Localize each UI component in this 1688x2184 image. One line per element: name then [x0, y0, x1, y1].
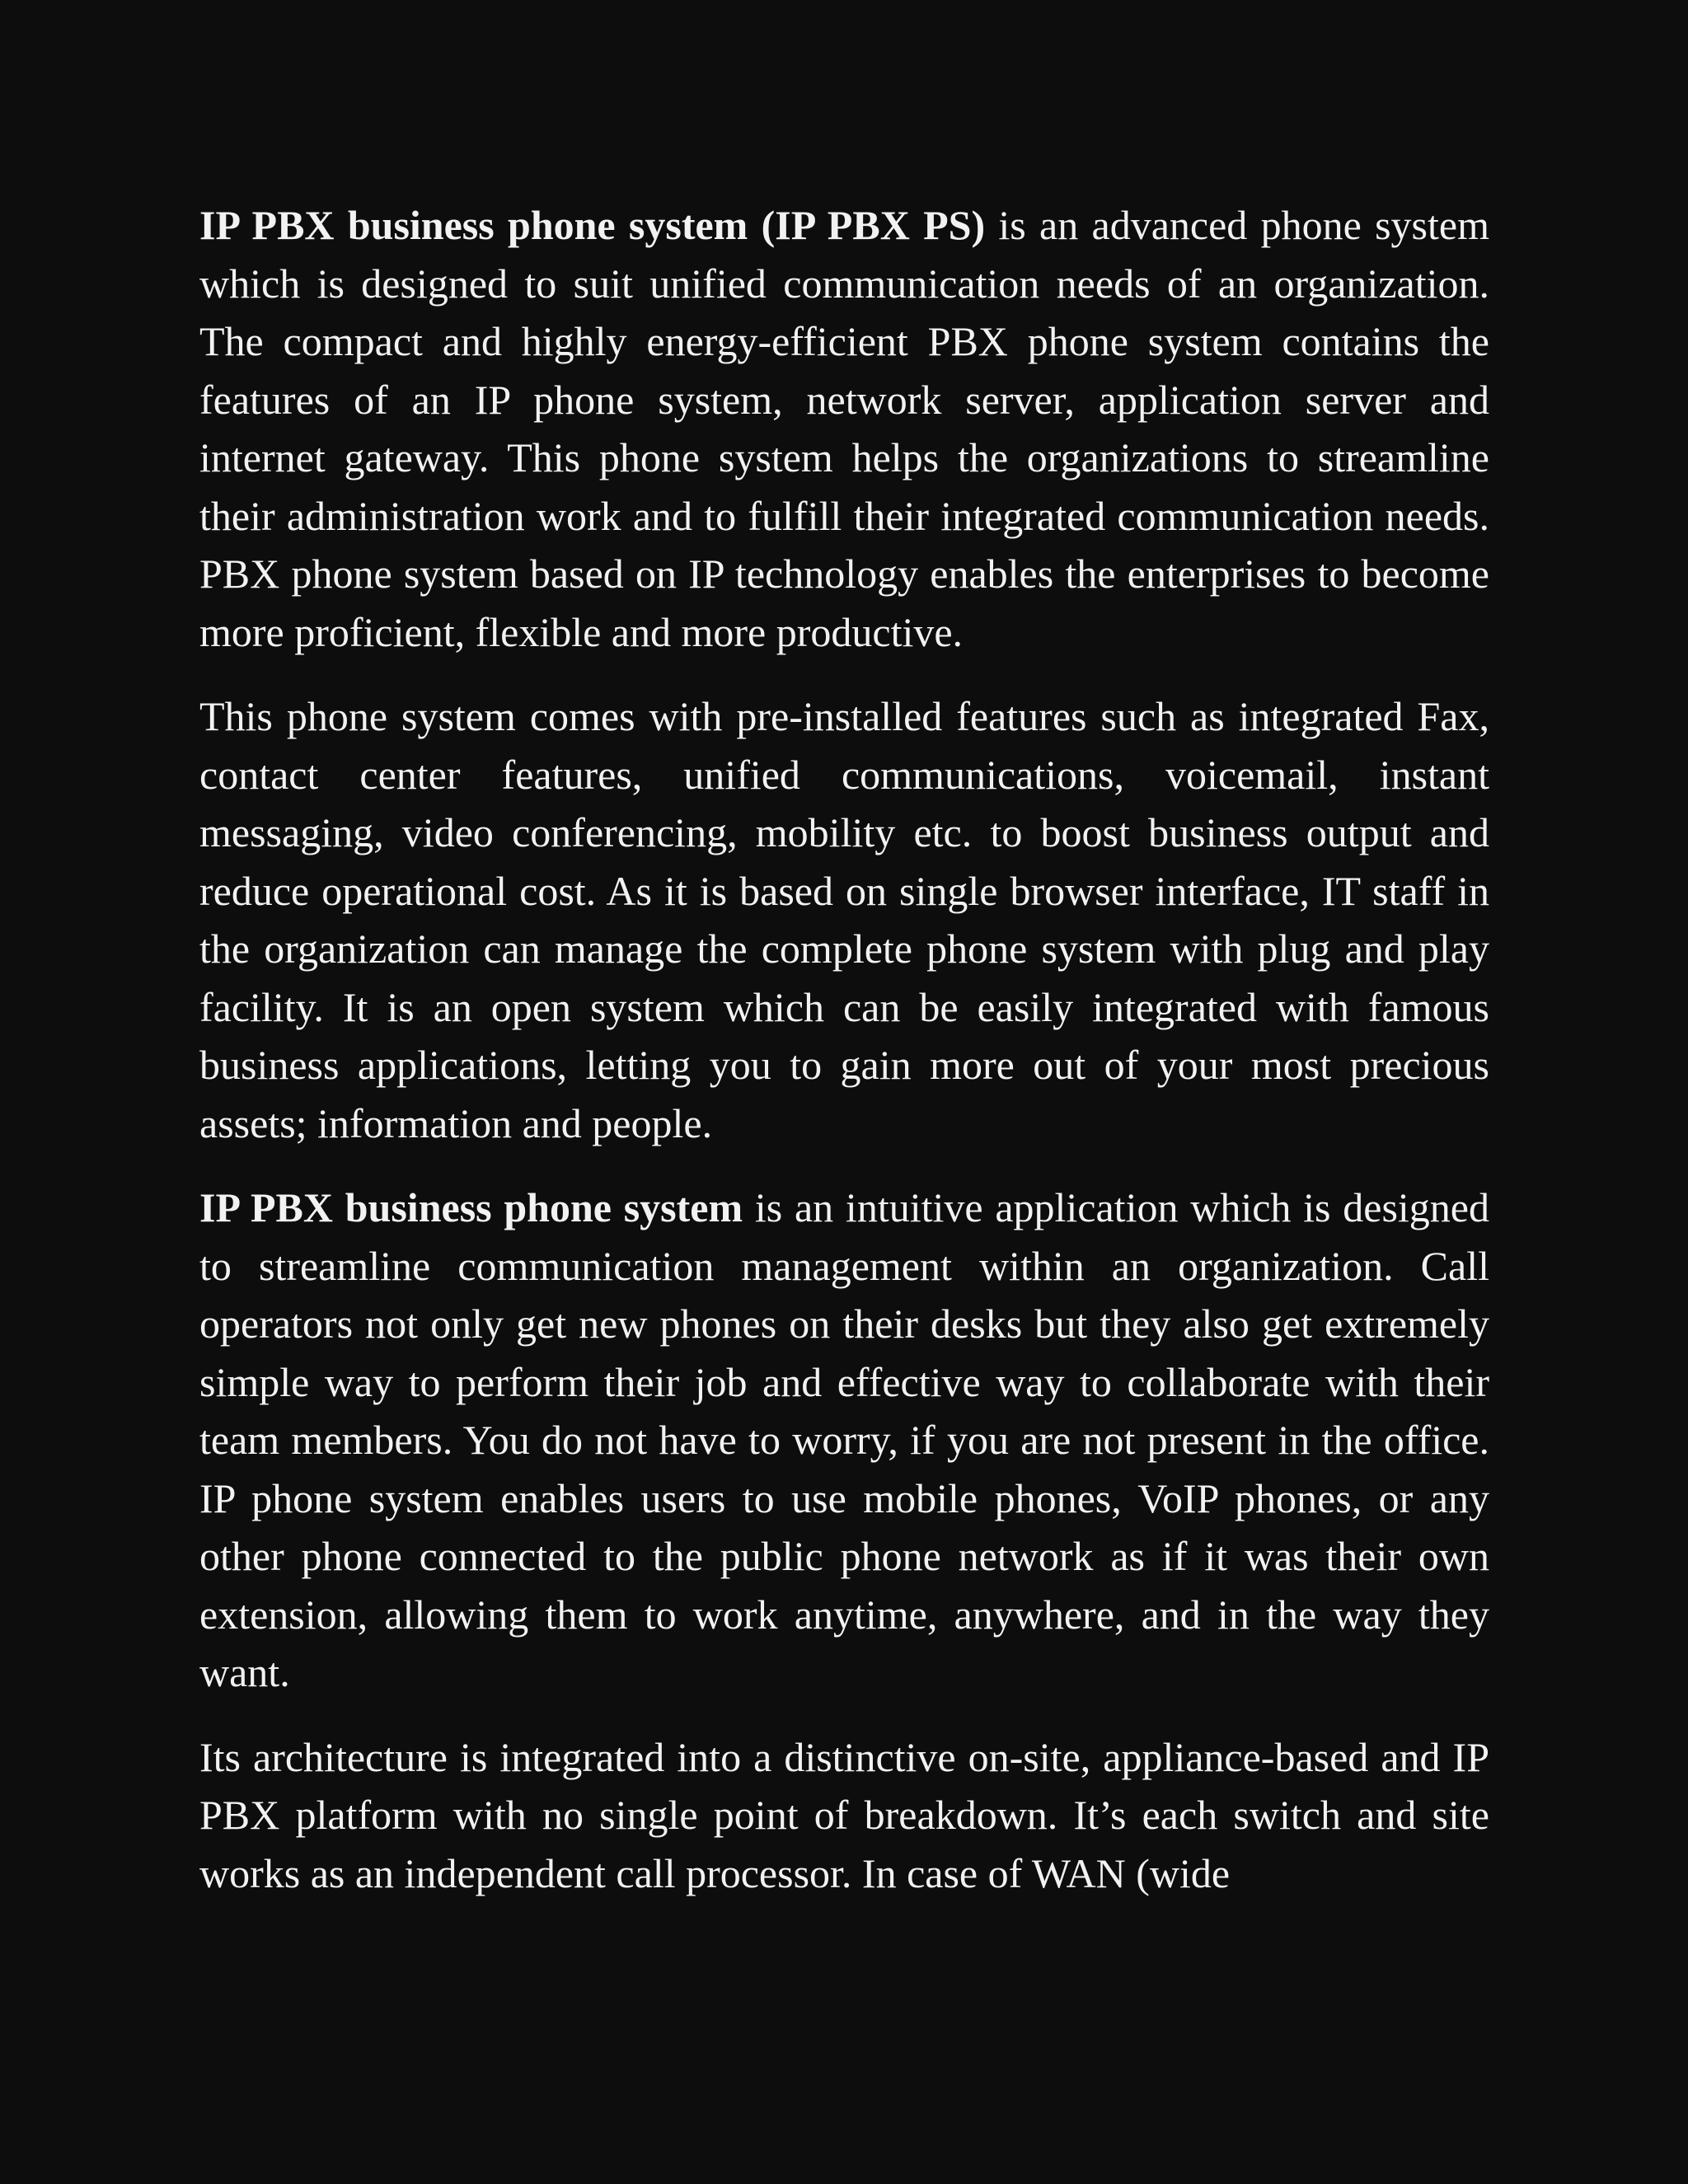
document-body	[199, 196, 1489, 1929]
paragraph-2	[199, 687, 1489, 1152]
paragraph-3-bold-lead: IP PBX business phone system	[199, 1184, 743, 1230]
paragraph-4-text: Its architecture is integrated into a distinctive on-site, appliance-based and IP PBX platform with no single point of breakdown. It’s each switch and site works as an independent call processor. In case of WAN (wide	[199, 1733, 1489, 1896]
paragraph-3-text: is an intuitive application which is designed to streamline communication management within an organization. Call operators not only get new phones on their desks but they also get extremely simple way to perform their job and effective way to collaborate with their team members. You do not have to worry, if you are not present in the office. IP phone system enables users to use mobile phones, VoIP phones, or any other phone connected to the public phone network as if it was their own extension, allowing them to work anytime, anywhere, and in the way they want.	[199, 1184, 1489, 1695]
paragraph-1-text: is an advanced phone system which is designed to suit unified communication needs of an organization. The compact and highly energy-efficient PBX phone system contains the features of an IP phone system, network server, application server and internet gateway. This phone system helps the organizations to streamline their administration work and to fulfill their integrated communication needs. PBX phone system based on IP technology enables the enterprises to become more proficient, flexible and more productive.	[199, 202, 1489, 655]
paragraph-2-text: This phone system comes with pre-installed features such as integrated Fax, contact center features, unified communications, voicemail, instant messaging, video conferencing, mobility etc. to boost business output and reduce operational cost. As it is based on single browser interface, IT staff in the organization can manage the complete phone system with plug and play facility. It is an open system which can be easily integrated with famous business applications, letting you to gain more out of your most precious assets; information and people.	[199, 693, 1489, 1146]
paragraph-3	[199, 1179, 1489, 1702]
paragraph-4	[199, 1728, 1489, 1903]
paragraph-1-bold-lead: IP PBX business phone system (IP PBX PS)	[199, 202, 986, 248]
paragraph-1	[199, 196, 1489, 661]
